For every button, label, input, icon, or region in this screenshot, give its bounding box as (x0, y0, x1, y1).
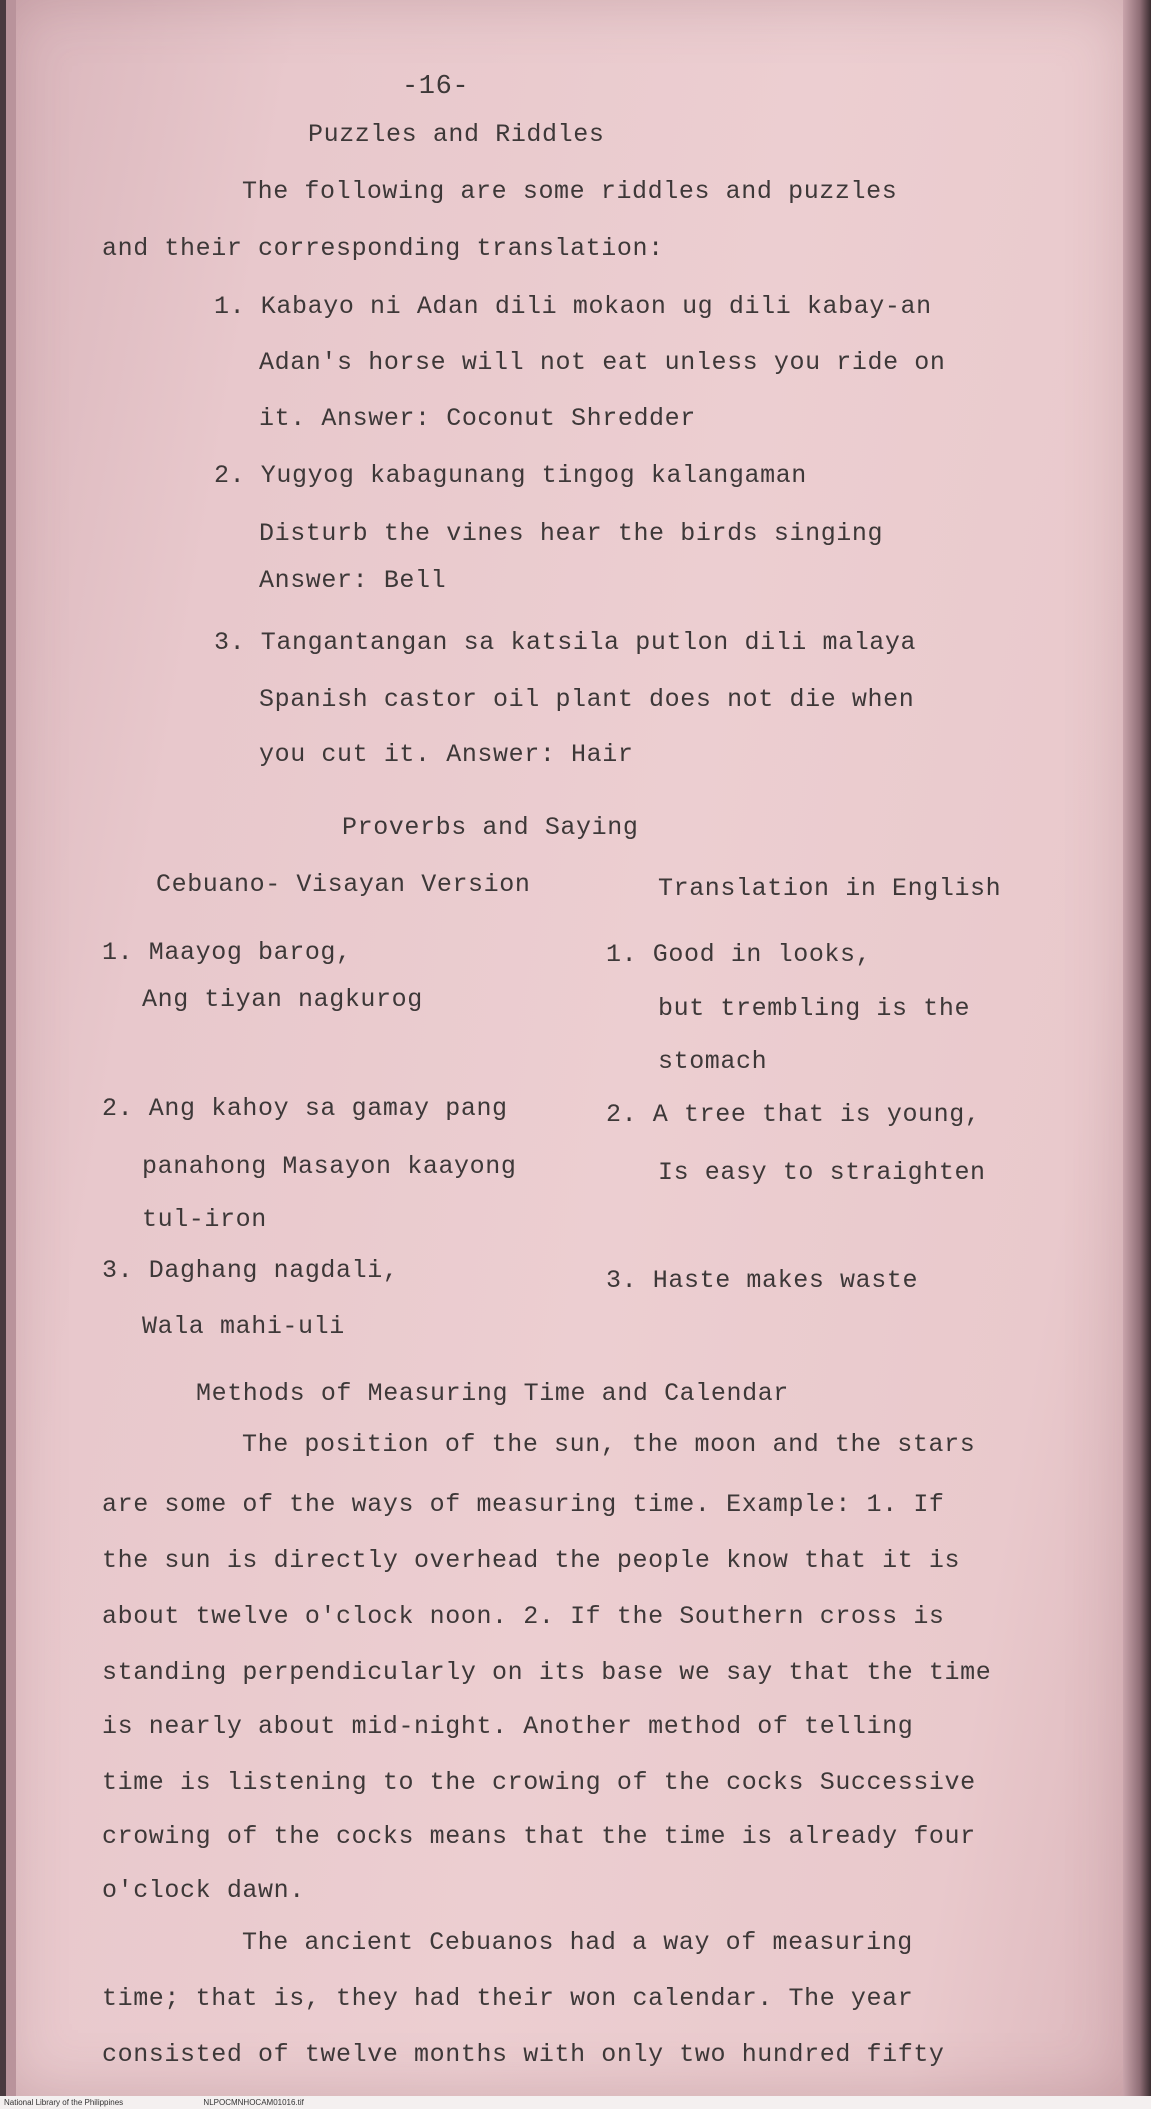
riddle-2-line-2: Disturb the vines hear the birds singing (259, 519, 884, 548)
proverb-1-english-line-3: stomach (658, 1047, 768, 1076)
time-paragraph-line-4: about twelve o'clock noon. 2. If the Southern cross is (102, 1602, 945, 1631)
riddles-heading: Puzzles and Riddles (308, 120, 605, 149)
time-paragraph-line-1: The position of the sun, the moon and the stars (242, 1430, 976, 1459)
scan-footer (0, 2096, 1151, 2109)
time-paragraph-line-2: are some of the ways of measuring time. Example: 1. If (102, 1490, 945, 1519)
page-spine-shadow (6, 0, 16, 2096)
footer-file-name: NLPOCMNHOCAM01016.tif (203, 2098, 304, 2107)
proverb-3-cebuano-line-1: 3. Daghang nagdali, (102, 1256, 399, 1285)
proverb-1-english-line-2: but trembling is the (658, 994, 971, 1023)
riddles-intro-continued: and their corresponding translation: (102, 234, 664, 263)
time-paragraph2-line-1: The ancient Cebuanos had a way of measuring (242, 1928, 913, 1957)
document-page (6, 0, 1128, 2096)
time-paragraph2-line-3: consisted of twelve months with only two hundred fifty (102, 2040, 945, 2069)
time-heading: Methods of Measuring Time and Calendar (196, 1379, 789, 1408)
proverb-2-cebuano-line-3: tul-iron (142, 1205, 267, 1234)
proverb-3-cebuano-line-2: Wala mahi-uli (142, 1312, 345, 1341)
riddle-3-line-3: you cut it. Answer: Hair (259, 740, 634, 769)
proverb-1-english-line-1: 1. Good in looks, (606, 940, 872, 969)
time-paragraph2-line-2: time; that is, they had their won calendar. The year (102, 1984, 914, 2013)
proverb-2-english-line-1: 2. A tree that is young, (606, 1100, 981, 1129)
time-paragraph-line-7: time is listening to the crowing of the cocks Successive (102, 1768, 976, 1797)
proverbs-heading: Proverbs and Saying (342, 813, 639, 842)
riddle-1-line-1: 1. Kabayo ni Adan dili mokaon ug dili kabay-an (214, 292, 932, 321)
proverb-2-cebuano-line-1: 2. Ang kahoy sa gamay pang (102, 1094, 508, 1123)
proverb-1-cebuano-line-1: 1. Maayog barog, (102, 938, 352, 967)
proverb-3-english-line-1: 3. Haste makes waste (606, 1266, 919, 1295)
riddle-2-line-1: 2. Yugyog kabagunang tingog kalangaman (214, 461, 807, 490)
riddle-2-line-3: Answer: Bell (259, 566, 447, 595)
riddle-3-line-1: 3. Tangantangan sa katsila putlon dili malaya (214, 628, 917, 657)
proverbs-right-column-header: Translation in English (658, 874, 1002, 903)
page-number: -16- (402, 72, 470, 102)
riddles-intro: The following are some riddles and puzzles (242, 177, 898, 206)
time-paragraph-line-8: crowing of the cocks means that the time is already four (102, 1822, 976, 1851)
proverbs-left-column-header: Cebuano- Visayan Version (156, 870, 531, 899)
time-paragraph-line-6: is nearly about mid-night. Another method of telling (102, 1712, 914, 1741)
time-paragraph-line-3: the sun is directly overhead the people know that it is (102, 1546, 961, 1575)
footer-library-name: National Library of the Philippines (4, 2098, 124, 2107)
riddle-1-line-3: it. Answer: Coconut Shredder (259, 404, 696, 433)
proverb-1-cebuano-line-2: Ang tiyan nagkurog (142, 985, 423, 1014)
time-paragraph-line-9: o'clock dawn. (102, 1876, 305, 1905)
proverb-2-english-line-2: Is easy to straighten (658, 1158, 986, 1187)
page-edge-shadow (1123, 0, 1151, 2109)
riddle-3-line-2: Spanish castor oil plant does not die when (259, 685, 915, 714)
proverb-2-cebuano-line-2: panahong Masayon kaayong (142, 1152, 517, 1181)
riddle-1-line-2: Adan's horse will not eat unless you ride on (259, 348, 946, 377)
time-paragraph-line-5: standing perpendicularly on its base we say that the time (102, 1658, 992, 1687)
